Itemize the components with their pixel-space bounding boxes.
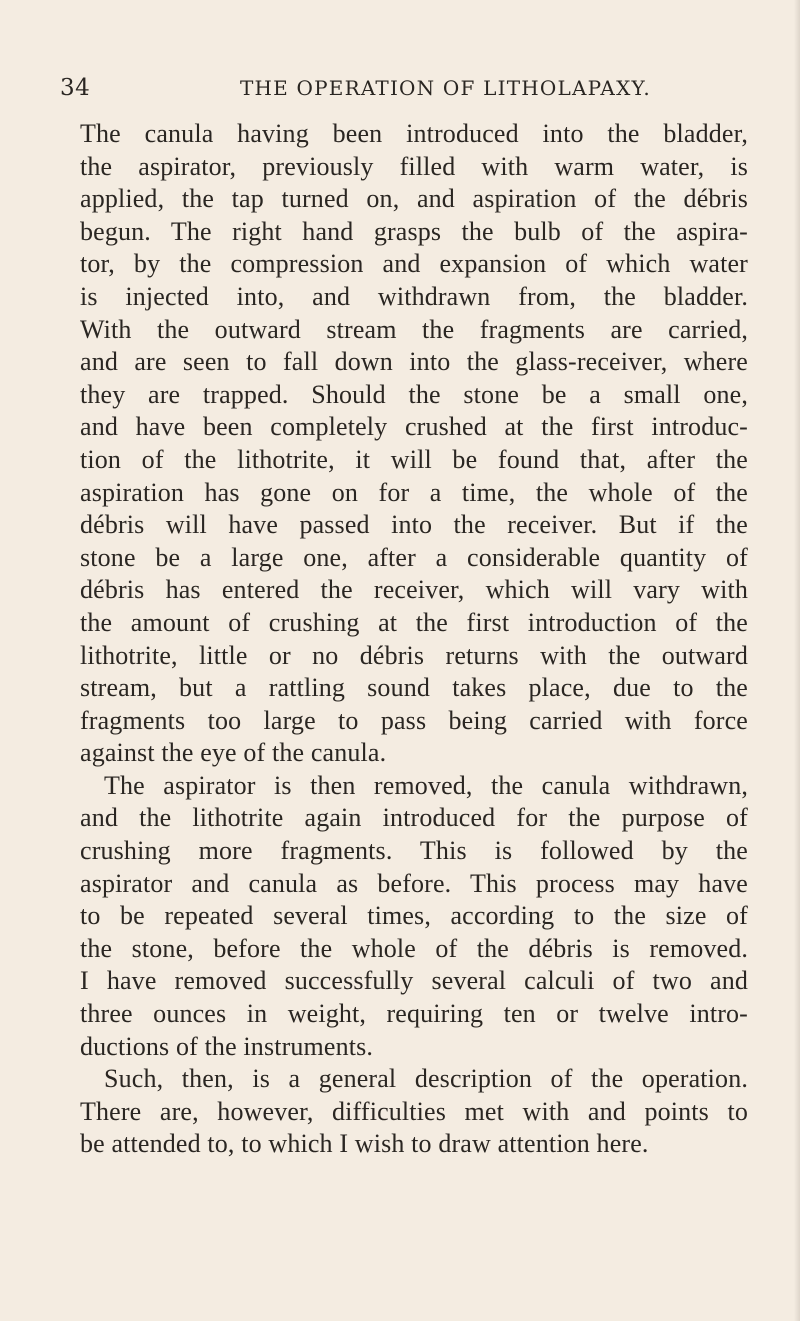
text-line: they are trapped. Should the stone be a small one,	[80, 379, 748, 409]
text-line: and the lithotrite again introduced for the purpose of	[80, 803, 748, 833]
text-line: débris will have passed into the receiver. But if the	[80, 510, 748, 540]
text-line: the stone, before the whole of the débris is removed.	[80, 933, 748, 963]
text-line: débris has entered the receiver, which will vary with	[80, 575, 748, 605]
text-line: I have removed successfully several calculi of two and	[80, 966, 748, 996]
text-line: lithotrite, little or no débris returns with the outward	[80, 640, 748, 670]
page-edge-shadow	[794, 0, 800, 1321]
text-line: three ounces in weight, requiring ten or twelve intro-	[80, 999, 748, 1029]
text-line: With the outward stream the fragments are carried,	[80, 314, 748, 344]
text-line: begun. The right hand grasps the bulb of the aspira-	[80, 216, 748, 246]
text-line: be attended to, to which I wish to draw attention here.	[80, 1129, 649, 1159]
running-title: THE OPERATION OF LITHOLAPAXY.	[240, 76, 651, 100]
text-line: tion of the lithotrite, it will be found that, after the	[80, 444, 748, 474]
page-number: 34	[60, 75, 91, 101]
text-line: applied, the tap turned on, and aspiration of the débris	[80, 184, 748, 214]
text-line: The canula having been introduced into the bladder,	[80, 119, 748, 148]
text-line: the aspirator, previously filled with warm water, is	[80, 151, 748, 181]
text-line: crushing more fragments. This is followed by the	[80, 836, 748, 866]
text-line: stream, but a rattling sound takes place, due to the	[80, 673, 748, 703]
text-line: to be repeated several times, according to the size of	[80, 901, 748, 931]
text-line: aspirator and canula as before. This process may have	[80, 868, 748, 898]
body-text	[80, 118, 748, 1161]
text-line: and have been completely crushed at the first introduc-	[80, 412, 748, 442]
page-header	[60, 72, 760, 104]
text-line: tor, by the compression and expansion of which water	[80, 249, 748, 279]
text-line: Such, then, is a general description of the operation.	[104, 1064, 748, 1094]
text-line: aspiration has gone on for a time, the whole of the	[80, 477, 748, 507]
text-line: and are seen to fall down into the glass-receiver, where	[80, 347, 748, 377]
text-line: There are, however, difficulties met with and points to	[80, 1096, 748, 1126]
text-line: is injected into, and withdrawn from, the bladder.	[80, 281, 748, 311]
text-line: stone be a large one, after a considerable quantity of	[80, 542, 748, 572]
text-line: The aspirator is then removed, the canula withdrawn,	[104, 770, 748, 800]
text-line: the amount of crushing at the first introduction of the	[80, 607, 748, 637]
text-line: fragments too large to pass being carried with force	[80, 705, 748, 735]
text-line: against the eye of the canula.	[80, 738, 387, 768]
text-line: ductions of the instruments.	[80, 1031, 374, 1061]
